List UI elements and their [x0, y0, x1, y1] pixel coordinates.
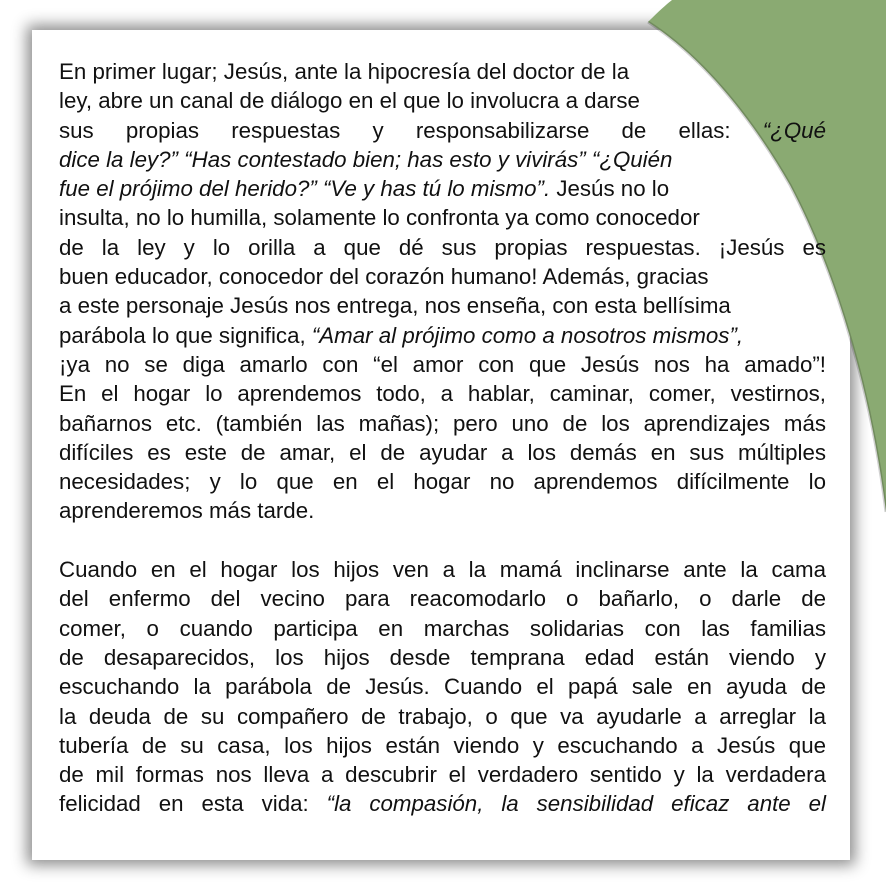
text-line: aprenderemos más tarde. — [59, 498, 315, 524]
quote-text: “Amar al prójimo como a nosotros mismos”, — [311, 322, 744, 348]
line-text: parábola lo que significa, — [59, 322, 312, 348]
text-line: de desaparecidos, los hijos desde temprana edad están viendo y — [59, 644, 826, 670]
text-line — [59, 789, 826, 818]
line-text: Jesús no lo — [550, 176, 670, 202]
text-line: difíciles es este de amar, el de ayudar a los demás en sus múltiples — [59, 439, 826, 465]
text-line: ley, abre un canal de diálogo en el que lo involucra a darse — [59, 88, 640, 114]
text-line: escuchando la parábola de Jesús. Cuando el papá sale en ayuda de — [59, 674, 826, 700]
text-line: la deuda de su compañero de trabajo, o que va ayudarle a arreglar la — [59, 703, 826, 729]
line-text: felicidad en esta vida: — [59, 791, 327, 817]
text-line — [59, 174, 826, 203]
text-line: buen educador, conocedor del corazón humano! Además, gracias — [59, 264, 709, 290]
text-line: necesidades; y lo que en el hogar no aprendemos difícilmente lo — [59, 469, 826, 495]
text-line: comer, o cuando participa en marchas solidarias con las familias — [59, 615, 826, 641]
text-line: tubería de su casa, los hijos están viendo y escuchando a Jesús que — [59, 732, 826, 758]
quote-text: “¿Qué — [762, 117, 826, 143]
quote-text: fue el prójimo del herido?” “Ve y has tú lo mismo”. — [59, 176, 551, 202]
text-line: bañarnos etc. (también las mañas); pero uno de los aprendizajes más — [59, 410, 826, 436]
text-line: En primer lugar; Jesús, ante la hipocresía del doctor de la — [59, 59, 630, 84]
text-line — [59, 321, 826, 350]
paragraph-spacer — [59, 526, 826, 555]
quote-line: dice la ley?” “Has contestado bien; has esto y vivirás” “¿Quién — [59, 146, 673, 172]
text-line: Cuando en el hogar los hijos ven a la mamá inclinarse ante la cama — [59, 557, 826, 583]
line-text: sus propias respuestas y responsabilizarse de ellas: — [59, 117, 763, 143]
text-line: a este personaje Jesús nos entrega, nos enseña, con esta bellísima — [59, 293, 731, 319]
article-body — [59, 57, 826, 819]
text-line: de mil formas nos lleva a descubrir el verdadero sentido y la verdadera — [59, 762, 826, 788]
text-line: de la ley y lo orilla a que dé sus propias respuestas. ¡Jesús es — [59, 234, 826, 260]
text-line: ¡ya no se diga amarlo con “el amor con que Jesús nos ha amado”! — [59, 351, 826, 377]
text-line: del enfermo del vecino para reacomodarlo o bañarlo, o darle de — [59, 586, 826, 612]
text-line — [59, 116, 826, 145]
text-line: En el hogar lo aprendemos todo, a hablar, caminar, comer, vestirnos, — [59, 381, 826, 407]
quote-text: “la compasión, la sensibilidad eficaz ante el — [326, 791, 826, 817]
paragraph-2 — [59, 555, 826, 819]
text-line: insulta, no lo humilla, solamente lo confronta ya como conocedor — [59, 205, 700, 231]
paragraph-1 — [59, 57, 826, 526]
